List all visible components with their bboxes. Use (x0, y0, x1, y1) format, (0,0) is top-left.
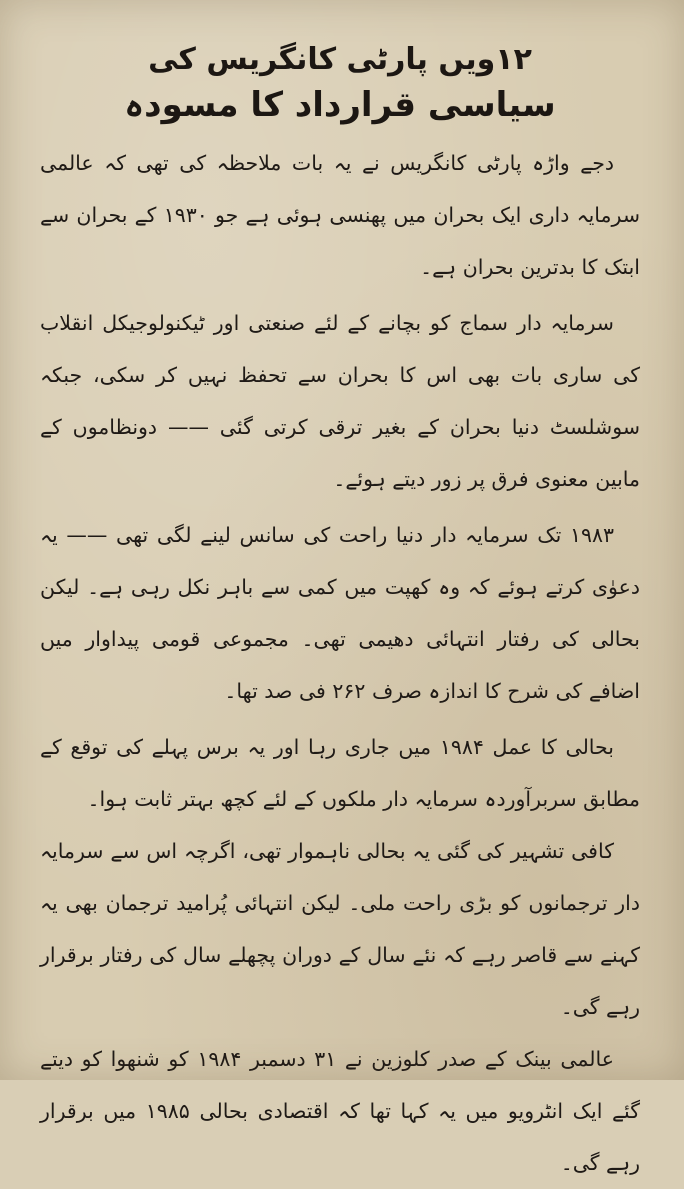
paragraph-3: ۱۹۸۳ تک سرمایہ دار دنیا راحت کی سانس لینے لگی تھی —— یہ دعوٰی کرتے ہوئے کہ وہ کھپت میں کمی سے باہر نکل رہی ہے۔ لیکن بحالی کی رفتار انتہائی دھیمی تھی۔ مجموعی قومی پیداوار میں اضافے کی شرح کا اندازہ صرف ۲۶۲ فی صد تھا۔ (40, 523, 640, 704)
paragraph-6: عالمی بینک کے صدر کلوزین نے ۳۱ دسمبر ۱۹۸۴ کو شنھوا کو دیتے گئے ایک انٹرویو میں یہ کہا تھا کہ اقتصادی بحالی ۱۹۸۵ میں برقرار رہے گی۔ (40, 1047, 640, 1176)
paragraph-2: سرمایہ دار سماج کو بچانے کے لئے صنعتی اور ٹیکنولوجیکل انقلاب کی ساری بات بھی اس کا بحران سے تحفظ نہیں کر سکی، جبکہ سوشلسٹ دنیا بحران کے بغیر ترقی کرتی گئی —— دونظاموں کے مابین معنوی فرق پر زور دیتے ہوئے۔ (40, 311, 640, 492)
document-title-line-1: ۱۲ویں پارٹی کانگریس کی (148, 42, 532, 77)
paragraph-4: بحالی کا عمل ۱۹۸۴ میں جاری رہا اور یہ برس پہلے کی توقع کے مطابق سربرآوردہ سرمایہ دار ملکوں کے لئے کچھ بہتر ثابت ہوا۔ (40, 735, 640, 812)
paragraph-1: دجے واڑہ پارٹی کانگریس نے یہ بات ملاحظہ کی تھی کہ عالمی سرمایہ داری ایک بحران میں پھنسی ہوئی ہے جو ۱۹۳۰ کے بحران سے ابتک کا بدترین بحران ہے۔ (40, 151, 641, 280)
paragraph-5: کافی تشہیر کی گئی یہ بحالی ناہموار تھی، اگرچہ اس سے سرمایہ دار ترجمانوں کو بڑی راحت ملی۔ لیکن انتہائی پُرامید ترجمان بھی یہ کہنے سے قاصر رہے کہ نئے سال کے دوران پچھلے سال کی رفتار برقرار رہے گی۔ (40, 839, 640, 1020)
document-title-line-2: سیاسی قرارداد کا مسودہ (124, 85, 556, 125)
